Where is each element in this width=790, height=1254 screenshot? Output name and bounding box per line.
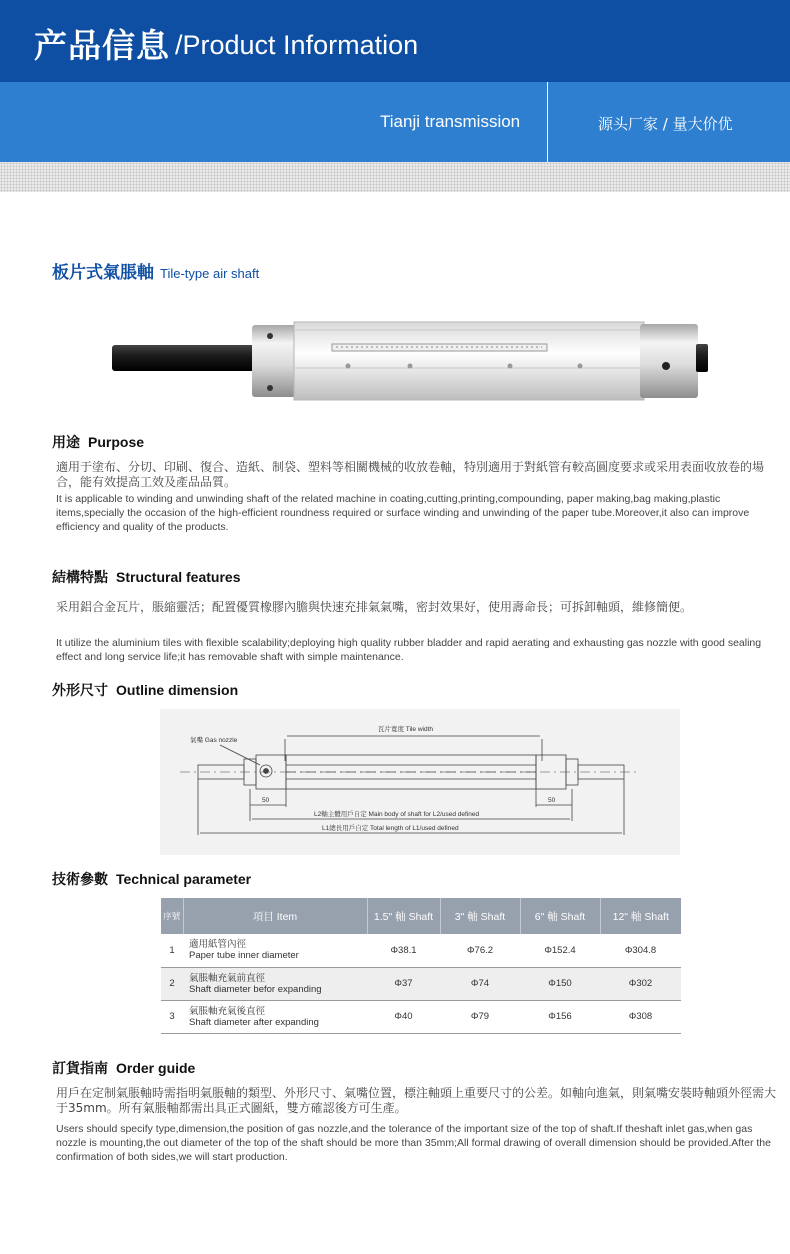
cell-value: Φ74 [440, 967, 520, 1000]
cell-value: Φ156 [520, 1000, 600, 1033]
cell-value: Φ38.1 [367, 934, 440, 967]
product-title [52, 258, 259, 283]
technical-heading-en: Technical parameter [116, 871, 252, 887]
col-item: 項目 Item [183, 898, 367, 934]
order-heading-en: Order guide [116, 1060, 196, 1076]
cell-value: Φ40 [367, 1000, 440, 1033]
order-heading-cn: 訂貨指南 [52, 1061, 108, 1077]
row-item-en: Shaft diameter after expanding [189, 1016, 319, 1028]
row-item [183, 1000, 367, 1033]
outline-diagram [160, 709, 680, 855]
col-15in: 1.5" 軸 Shaft [367, 898, 440, 934]
l2-label: L2軸主體用戶自定 Main body of shaft for L2/used defined [314, 811, 480, 818]
cell-value: Φ302 [600, 967, 681, 1000]
features-text-cn: 采用鋁合金瓦片，脹縮靈活；配置優質橡膠內膽與快速充排氣氣嘴，密封效果好，使用壽命長；可拆卸軸頭，維修簡便。 [56, 600, 693, 614]
row-item-cn: 適用紙管內徑 [189, 939, 247, 951]
outline-heading-cn: 外形尺寸 [52, 683, 108, 699]
dim-right-label: 50 [548, 797, 556, 804]
features-text-en: It utilize the aluminium tiles with flexible scalability;deploying high quality rubber bladder and rapid aerating and exhausting gas nozzle with good sealing effect and long service life;it has removable shaft with simple maintenance. [56, 637, 762, 663]
technical-heading-cn: 技術參數 [52, 872, 108, 888]
air-shaft-image [110, 318, 710, 408]
purpose-heading-en: Purpose [88, 434, 145, 450]
header-banner [0, 0, 790, 82]
cell-value: Φ308 [600, 1000, 681, 1033]
technical-heading [52, 869, 251, 889]
features-heading [52, 567, 240, 587]
order-text-cn: 用戶在定制氣脹軸時需指明氣脹軸的類型、外形尺寸、氣嘴位置，標注軸頭上重要尺寸的公差。如軸向進氣，則氣嘴安裝時軸頭外徑需大于35mm。所有氣脹軸都需出具正式圖紙，雙方確認後方可生產。 [56, 1086, 777, 1115]
col-12in: 12" 軸 Shaft [600, 898, 681, 934]
order-text-en: Users should specify type,dimension,the position of gas nozzle,and the tolerance of the important size of the top of shaft.If theshaft inlet gas,when gas nozzle is mounting,the out diameter of the top of the shaft should be more than 35mm;All formal drawing of overall dimension should be provided.After the confirmation of both sides,we will start production. [56, 1123, 771, 1163]
cell-value: Φ304.8 [600, 934, 681, 967]
purpose-text-cn: 適用于塗布、分切、印刷、復合、造紙、制袋、塑料等相關機械的收放卷軸，特別適用于對紙管有較高圓度要求或采用表面收放卷的場合，能有效提高工效及產品品質。 [56, 460, 765, 489]
technical-table [161, 898, 681, 1034]
header-subbar [0, 82, 790, 162]
purpose-heading-cn: 用途 [52, 435, 80, 451]
gas-nozzle-label: 氣嘴 Gas nozzle [190, 737, 238, 744]
row-item-cn: 氣脹軸充氣後直徑 [189, 1005, 266, 1017]
cell-value: Φ79 [440, 1000, 520, 1033]
row-item-en: Shaft diameter befor expanding [189, 983, 322, 995]
cell-value: Φ37 [367, 967, 440, 1000]
features-heading-cn: 結構特點 [52, 570, 108, 586]
row-no: 2 [161, 967, 183, 1000]
cell-value: Φ76.2 [440, 934, 520, 967]
l1-label: L1總長用戶自定 Total length of L1/used defined [322, 825, 459, 832]
header-title-cn: 产品信息 [34, 26, 170, 65]
tile-width-label: 瓦片寬度 Tile width [378, 726, 434, 733]
table-row [161, 967, 681, 1000]
header-slogan: 源头厂家 / 量大价优 [598, 115, 733, 133]
product-title-cn: 板片式氣脹軸 [52, 263, 154, 283]
product-title-en: Tile-type air shaft [160, 266, 260, 281]
col-no: 序號 [161, 898, 183, 934]
row-item [183, 934, 367, 967]
table-header-row [161, 898, 681, 934]
table-row [161, 934, 681, 967]
col-3in: 3" 軸 Shaft [440, 898, 520, 934]
dim-left-label: 50 [262, 797, 270, 804]
row-no: 3 [161, 1000, 183, 1033]
header-divider [547, 82, 548, 162]
purpose-heading [52, 432, 144, 452]
cell-value: Φ150 [520, 967, 600, 1000]
row-item [183, 967, 367, 1000]
row-no: 1 [161, 934, 183, 967]
outline-heading [52, 680, 238, 700]
row-item-en: Paper tube inner diameter [189, 950, 299, 962]
dotted-band [0, 162, 790, 192]
header-title-en: /Product Information [175, 30, 419, 60]
features-heading-en: Structural features [116, 569, 241, 585]
table-row [161, 1000, 681, 1033]
cell-value: Φ152.4 [520, 934, 600, 967]
row-item-cn: 氣脹軸充氣前直徑 [189, 972, 266, 984]
brand-name: Tianji transmission [380, 112, 521, 131]
outline-heading-en: Outline dimension [116, 682, 239, 698]
order-heading [52, 1058, 195, 1078]
purpose-text-en: It is applicable to winding and unwinding shaft of the related machine in coating,cutting,printing,compounding, paper making,bag making,plastic items,specially the occasion of the high-efficient roundness required or surface winding and unwinding of the paper tube.Moreover,it also can improve efficiency and quality of the products. [56, 493, 750, 533]
col-6in: 6" 軸 Shaft [520, 898, 600, 934]
outline-drawing [160, 709, 680, 855]
